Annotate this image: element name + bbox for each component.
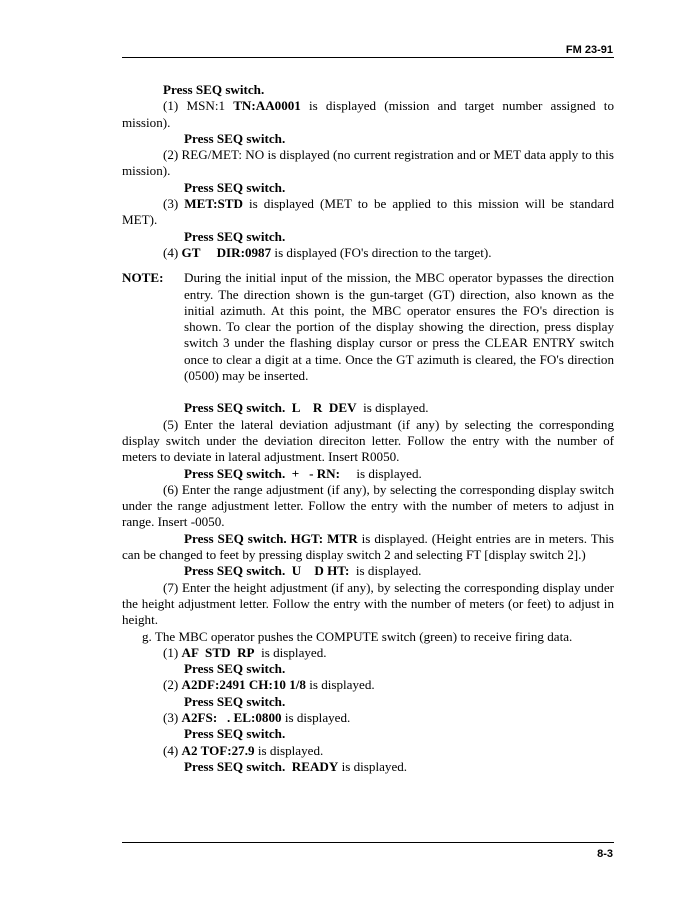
instruction-line: Press SEQ switch. — [184, 726, 286, 742]
note-block — [122, 270, 614, 384]
page-body — [122, 82, 614, 775]
instruction-line: Press SEQ switch. — [184, 130, 286, 146]
instruction-line: Press SEQ switch. U D HT: is displayed. — [184, 563, 422, 579]
footer-rule — [122, 842, 614, 843]
instruction-line: Press SEQ switch. — [184, 179, 286, 195]
document-id: FM 23-91 — [565, 44, 613, 56]
page-number: 8-3 — [597, 848, 613, 860]
instruction-line: Press SEQ switch. READY is displayed. — [184, 758, 408, 774]
instruction-line: Press SEQ switch. + - RN: is displayed. — [184, 465, 422, 481]
note-label: NOTE: — [122, 270, 164, 286]
spacer — [122, 384, 614, 400]
step-line: (1) AF STD RP is displayed. — [163, 644, 327, 660]
note-text: During the initial input of the mission, the MBC operator bypasses the direction entry. The direction shown is the gun-target (GT) direction, also known as the initial azimuth. At this point, the MBC operator ensures the FO's direction is shown. To clear the portion of the display showing the direction, press display switch 3 under the flashing display cursor or press the CLEAR ENTRY switch once to clear a digit at a time. Once the GT azimuth is cleared, the FO's direction (0500) may be inserted. — [184, 270, 614, 384]
instruction-line: Press SEQ switch. — [163, 82, 265, 97]
instruction-line: Press SEQ switch. — [184, 228, 286, 244]
step-line: (2) A2DF:2491 CH:10 1/8 is displayed. — [163, 677, 375, 693]
instruction-paragraph: Press SEQ switch. HGT: MTR is displayed. (Height entries are in meters. This can be changed to feet by pressing display switch 2 and selecting FT [display switch 2].) — [122, 530, 614, 563]
step-line: (3) A2FS: . EL:0800 is displayed. — [163, 709, 351, 725]
step-paragraph: (4) GT DIR:0987 is displayed (FO's direction to the target). — [163, 244, 492, 260]
step-paragraph: (3) MET:STD is displayed (MET to be applied to this mission will be standard MET). — [122, 196, 614, 228]
step-paragraph: (7) Enter the height adjustment (if any), by selecting the corresponding display under the height adjustment letter. Follow the entry with the number of meters (or feet) to adjust in height. — [122, 579, 614, 628]
step-paragraph: (1) MSN:1 TN:AA0001 is displayed (mission and target number assigned to mission). — [122, 98, 614, 130]
step-paragraph: (2) REG/MET: NO is displayed (no current registration and or MET data apply to this mission). — [122, 147, 614, 179]
instruction-line: Press SEQ switch. L R DEV is displayed. — [184, 400, 429, 416]
instruction-line: Press SEQ switch. — [184, 693, 286, 709]
section-g-paragraph: g. The MBC operator pushes the COMPUTE switch (green) to receive firing data. — [142, 628, 573, 644]
instruction-line: Press SEQ switch. — [184, 661, 286, 677]
header-rule — [122, 57, 614, 58]
step-paragraph: (5) Enter the lateral deviation adjustmant (if any) by selecting the corresponding display switch under the deviation direciton letter. Follow the entry with the number of meters to deviate in lateral adjustment. Insert R0050. — [122, 416, 614, 465]
step-paragraph: (6) Enter the range adjustment (if any), by selecting the corresponding display switch under the range adjustment letter. Follow the entry with the number of meters to adjust in range. Insert -0050. — [122, 481, 614, 530]
step-line: (4) A2 TOF:27.9 is displayed. — [163, 742, 324, 758]
